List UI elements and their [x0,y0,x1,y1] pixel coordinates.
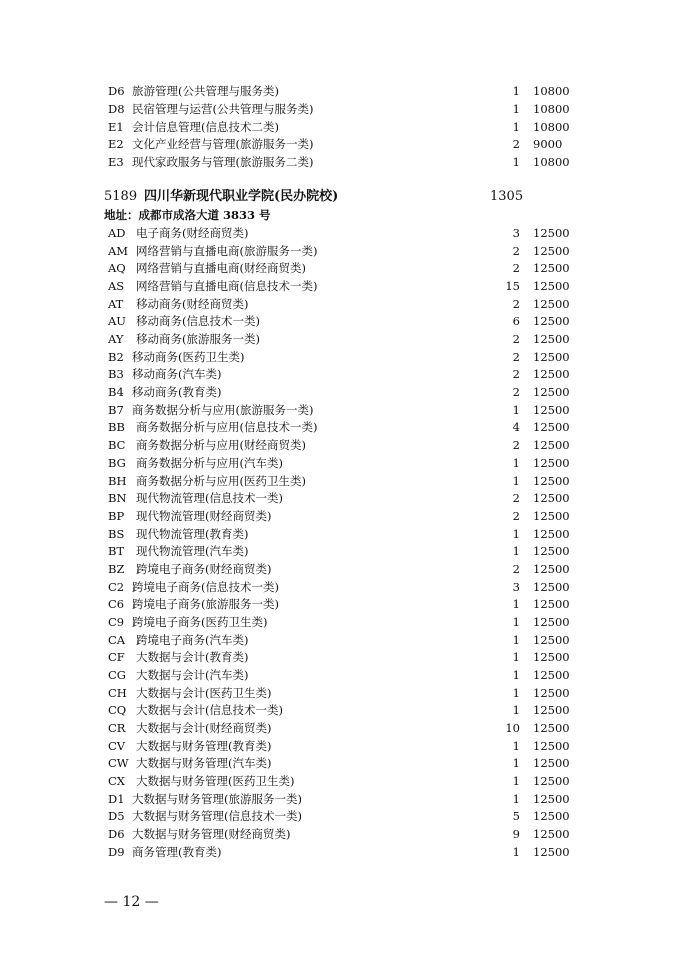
program-name: 现代物流管理(信息技术一类) [136,491,283,506]
program-code: AD [108,226,126,240]
program-fee: 12500 [533,827,570,842]
program-count: 10 [505,721,520,736]
program-code: B2 [108,349,124,364]
program-fee: 12500 [533,367,570,382]
program-name: 移动商务(汽车类) [132,367,222,382]
program-count: 1 [512,791,520,806]
program-count: 2 [512,561,520,576]
program-code: CV [108,738,126,753]
program-row [0,135,680,153]
program-name: 移动商务(医药卫生类) [132,349,245,364]
program-name: 电子商务(财经商贸类) [136,226,249,240]
program-count: 1 [512,844,520,859]
program-fee: 12500 [533,402,570,417]
program-code: BG [108,455,126,470]
program-row [0,737,680,755]
program-fee: 12500 [533,332,570,347]
program-count: 1 [512,703,520,718]
program-name: 大数据与会计(财经商贸类) [136,721,272,736]
program-name: 移动商务(信息技术一类) [136,314,260,329]
program-row [0,754,680,772]
program-code: AT [108,296,124,311]
program-row [0,277,680,295]
program-code: CG [108,668,126,682]
program-count: 1 [512,668,520,682]
program-row [0,472,680,490]
program-fee: 12500 [533,226,570,240]
program-name: 商务数据分析与应用(旅游服务一类) [132,402,314,417]
program-fee: 12500 [533,614,570,629]
program-code: BH [108,473,127,488]
program-fee: 12500 [533,579,570,594]
program-count: 1 [512,685,520,700]
program-name: 跨境电子商务(汽车类) [136,632,249,647]
program-count: 6 [512,314,520,329]
program-code: CF [108,650,125,665]
program-count: 1 [512,756,520,771]
program-name: 跨境电子商务(信息技术一类) [132,579,279,594]
program-count: 2 [512,137,520,152]
program-name: 网络营销与直播电商(财经商贸类) [136,261,306,276]
program-code: BP [108,508,125,523]
program-row [0,242,680,260]
program-row [0,719,680,737]
program-code: CR [108,721,126,736]
program-row [0,560,680,578]
program-count: 4 [512,420,520,435]
program-fee: 12500 [533,791,570,806]
program-name: 大数据与会计(信息技术一类) [136,703,283,718]
program-row [0,507,680,525]
program-code: AU [108,314,126,329]
program-name: 旅游管理(公共管理与服务类) [132,84,279,98]
program-row [0,525,680,543]
program-row [0,648,680,666]
program-fee: 12500 [533,668,570,682]
program-row [0,383,680,401]
program-name: 大数据与会计(汽车类) [136,668,249,682]
program-fee: 12500 [533,279,570,294]
program-fee: 12500 [533,561,570,576]
program-count: 1 [512,632,520,647]
school-total-enrollment: 1305 [490,189,524,204]
program-count: 1 [512,526,520,541]
program-row [0,312,680,330]
program-name: 大数据与财务管理(旅游服务一类) [132,791,302,806]
program-fee: 12500 [533,455,570,470]
program-count: 1 [512,597,520,612]
program-fee: 12500 [533,349,570,364]
program-name: 商务管理(教育类) [132,844,222,859]
program-count: 1 [512,402,520,417]
program-code: B4 [108,385,124,400]
program-row [0,100,680,118]
program-name: 现代物流管理(财经商贸类) [136,508,272,523]
program-count: 2 [512,296,520,311]
program-name: 跨境电子商务(医药卫生类) [132,614,268,629]
program-code: BT [108,544,125,559]
program-code: BZ [108,561,125,576]
program-count: 2 [512,491,520,506]
program-name: 移动商务(教育类) [132,385,222,400]
program-name: 现代物流管理(教育类) [136,526,249,541]
program-count: 2 [512,349,520,364]
program-fee: 12500 [533,296,570,311]
program-code: CA [108,632,126,647]
program-count: 2 [512,243,520,258]
program-count: 15 [505,279,520,294]
program-row [0,436,680,454]
program-row [0,330,680,348]
program-count: 2 [512,261,520,276]
program-fee: 12500 [533,420,570,435]
program-name: 移动商务(旅游服务一类) [136,332,260,347]
program-count: 2 [512,332,520,347]
program-fee: 12500 [533,597,570,612]
program-name: 文化产业经营与管理(旅游服务一类) [132,137,314,152]
program-name: 现代家政服务与管理(旅游服务二类) [132,155,314,170]
program-code: C6 [108,597,125,612]
program-name: 大数据与财务管理(医药卫生类) [136,774,295,789]
program-fee: 12500 [533,491,570,506]
program-row [0,118,680,136]
program-code: BC [108,438,126,453]
program-fee: 12500 [533,243,570,258]
program-code: D9 [108,844,125,859]
program-count: 3 [512,579,520,594]
program-row [0,772,680,790]
program-fee: 12500 [533,685,570,700]
program-code: D8 [108,101,125,116]
program-fee: 12500 [533,632,570,647]
program-row [0,348,680,366]
program-code: BS [108,526,125,541]
program-fee: 12500 [533,385,570,400]
program-code: BN [108,491,127,506]
program-fee: 12500 [533,774,570,789]
program-row [0,595,680,613]
program-code: AM [108,243,129,258]
program-row [0,613,680,631]
program-row [0,401,680,419]
program-fee: 12500 [533,756,570,771]
program-name: 大数据与财务管理(汽车类) [136,756,272,771]
program-fee: 12500 [533,438,570,453]
program-count: 1 [512,774,520,789]
program-code: CX [108,774,125,789]
program-name: 网络营销与直播电商(信息技术一类) [136,279,318,294]
program-code: D5 [108,809,125,824]
program-row [0,224,680,242]
program-row [0,153,680,171]
program-fee: 12500 [533,473,570,488]
program-code: CW [108,756,129,771]
program-row [0,666,680,684]
program-row [0,631,680,649]
program-code: B7 [108,402,124,417]
program-fee: 12500 [533,544,570,559]
program-count: 1 [512,84,520,98]
program-code: C9 [108,614,125,629]
program-row [0,295,680,313]
program-count: 1 [512,455,520,470]
program-row [0,365,680,383]
program-code: C2 [108,579,125,594]
program-name: 商务数据分析与应用(信息技术一类) [136,420,318,435]
program-fee: 12500 [533,721,570,736]
program-code: AS [108,279,125,294]
program-code: D6 [108,84,125,98]
program-row [0,701,680,719]
program-fee: 10800 [533,155,570,170]
program-count: 2 [512,385,520,400]
program-fee: 10800 [533,84,570,98]
program-code: AY [108,332,124,347]
program-count: 1 [512,738,520,753]
program-row [0,418,680,436]
program-fee: 12500 [533,703,570,718]
program-row [0,454,680,472]
program-name: 商务数据分析与应用(医药卫生类) [136,473,306,488]
program-fee: 12500 [533,508,570,523]
program-count: 5 [512,809,520,824]
program-fee: 9000 [533,137,563,152]
program-fee: 12500 [533,809,570,824]
program-count: 1 [512,101,520,116]
program-row [0,790,680,808]
program-count: 2 [512,508,520,523]
program-code: E2 [108,137,124,152]
program-count: 9 [512,827,520,842]
program-row [0,825,680,843]
program-row [0,489,680,507]
program-code: CQ [108,703,127,718]
program-name: 大数据与财务管理(教育类) [136,738,272,753]
program-name: 会计信息管理(信息技术二类) [132,119,279,134]
program-code: B3 [108,367,124,382]
program-row [0,684,680,702]
program-count: 1 [512,544,520,559]
program-name: 网络营销与直播电商(旅游服务一类) [136,243,318,258]
program-name: 现代物流管理(汽车类) [136,544,249,559]
program-fee: 12500 [533,526,570,541]
program-count: 2 [512,367,520,382]
program-code: AQ [108,261,126,276]
school-name: 四川华新现代职业学院(民办院校) [144,189,339,204]
program-name: 跨境电子商务(财经商贸类) [136,561,272,576]
program-fee: 12500 [533,261,570,276]
program-code: E3 [108,155,124,170]
program-code: E1 [108,119,124,134]
school-header [0,187,680,207]
program-row [0,259,680,277]
program-fee: 12500 [533,650,570,665]
program-name: 移动商务(财经商贸类) [136,296,249,311]
program-fee: 12500 [533,738,570,753]
program-name: 大数据与财务管理(信息技术一类) [132,809,302,824]
program-count: 1 [512,155,520,170]
program-fee: 10800 [533,101,570,116]
program-count: 1 [512,473,520,488]
program-code: D1 [108,791,125,806]
program-row [0,843,680,861]
program-count: 2 [512,438,520,453]
program-name: 大数据与会计(教育类) [136,650,249,665]
program-name: 大数据与财务管理(财经商贸类) [132,827,291,842]
program-count: 1 [512,119,520,134]
school-address: 地址：成都市成洛大道 3833 号 [104,208,271,222]
program-name: 商务数据分析与应用(汽车类) [136,455,283,470]
program-name: 民宿管理与运营(公共管理与服务类) [132,101,314,116]
program-fee: 12500 [533,844,570,859]
program-row [0,807,680,825]
program-fee: 10800 [533,119,570,134]
program-name: 大数据与会计(医药卫生类) [136,685,272,700]
program-count: 3 [512,226,520,240]
program-fee: 12500 [533,314,570,329]
program-row [0,542,680,560]
program-name: 商务数据分析与应用(财经商贸类) [136,438,306,453]
program-code: D6 [108,827,125,842]
program-count: 1 [512,650,520,665]
program-row [0,578,680,596]
program-code: BB [108,420,125,435]
school-code: 5189 [104,189,138,204]
program-code: CH [108,685,127,700]
program-row [0,82,680,100]
program-name: 跨境电子商务(旅游服务一类) [132,597,279,612]
program-count: 1 [512,614,520,629]
page-number: — 12 — [104,894,159,910]
